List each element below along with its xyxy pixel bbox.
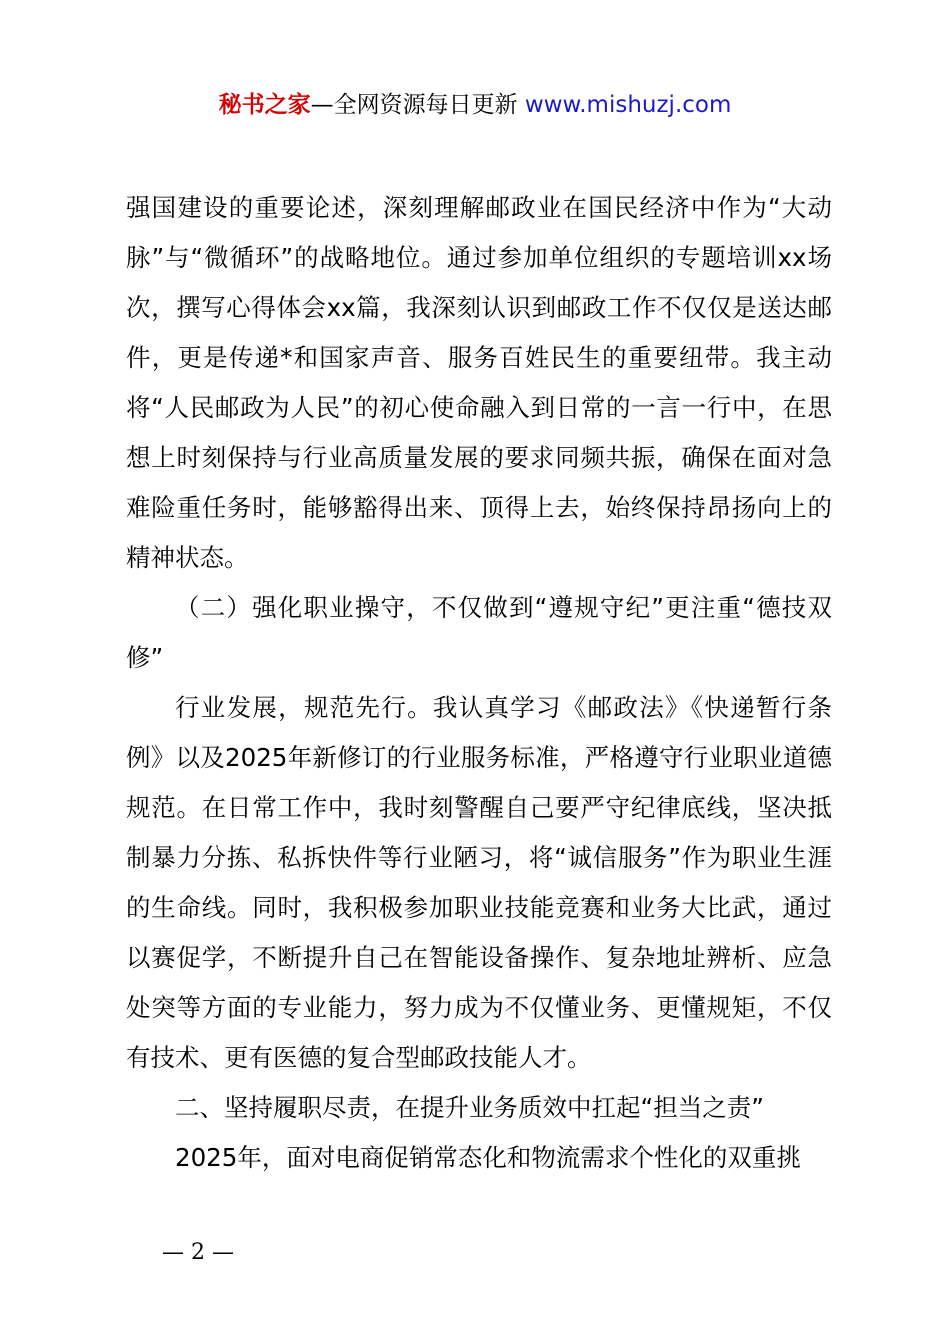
paragraph: 2025年，面对电商促销常态化和物流需求个性化的双重挑 [175, 1143, 801, 1172]
document-body [126, 183, 832, 1183]
section-subheading: （二）强化职业操守，不仅做到“遵规守纪”更注重“德技双修” [126, 593, 832, 672]
site-name: 秘书之家 [218, 92, 311, 118]
site-tagline: —全网资源每日更新 [310, 92, 525, 118]
paragraph-continued: 强国建设的重要论述，深刻理解邮政业在国民经济中作为“大动脉”与“微循环”的战略地位。通过参加单位组织的专题培训xx场次，撰写心得体会xx篇，我深刻认识到邮政工作不仅仅是送达邮件，更是传递*和国家声音、服务百姓民生的重要纽带。我主动将“人民邮政为人民”的初心使命融入到日常的一言一行中，在思想上时刻保持与行业高质量发展的要求同频共振，确保在面对急难险重任务时，能够豁得出来、顶得上去，始终保持昂扬向上的精神状态。 [126, 193, 832, 572]
site-header [0, 88, 950, 122]
site-url-link[interactable]: www.mishuzj.com [524, 92, 732, 118]
page-number: — 2 — [162, 1240, 234, 1265]
section-heading: 二、坚持履职尽责，在提升业务质效中扛起“担当之责” [175, 1093, 764, 1122]
paragraph: 行业发展，规范先行。我认真学习《邮政法》《快递暂行条例》以及2025年新修订的行业服务标准，严格遵守行业职业道德规范。在日常工作中，我时刻警醒自己要严守纪律底线，坚决抵制暴力分拣、私拆快件等行业陋习，将“诚信服务”作为职业生涯的生命线。同时，我积极参加职业技能竞赛和业务大比武，通过以赛促学，不断提升自己在智能设备操作、复杂地址辨析、应急处突等方面的专业能力，努力成为不仅懂业务、更懂规矩，不仅有技术、更有医德的复合型邮政技能人才。 [126, 693, 832, 1072]
